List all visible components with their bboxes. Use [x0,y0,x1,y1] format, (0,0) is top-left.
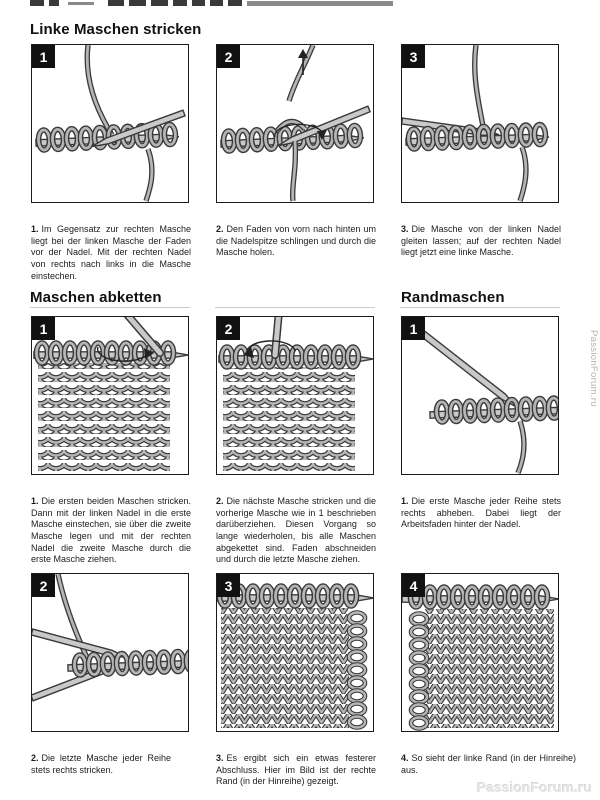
step-caption-text: So sieht der linke Rand (in der Hinreihe) aus. [401,753,576,775]
step-caption-text: Im Gegensatz zur rechten Masche liegt bei der linken Masche der Faden vor der Nadel. Mit der rechten Nadel von rechts nach links in die Masche einstechen. [31,224,191,281]
knitting-needles-illustration [402,317,558,474]
step-caption-number: 1. [31,224,39,234]
step-caption-number: 2. [216,224,224,234]
step-caption-number: 3. [401,224,409,234]
heading-rule [400,307,560,308]
panel-linke-maschen-3 [401,44,559,203]
step-caption-number: 3. [216,753,224,763]
step-caption-number: 1. [401,496,409,506]
panel-randmaschen-2 [31,573,189,732]
step-number-badge: 1 [402,317,425,340]
step-number-badge: 3 [217,574,240,597]
cut-off-text-strip [30,0,393,6]
panel-randmaschen-3 [216,573,374,732]
step-caption [401,224,561,259]
section-title-linke-maschen: Linke Maschen stricken [30,21,202,38]
step-caption-text: Die letzte Masche jeder Reihe stets rechts stricken. [31,753,171,775]
knitting-needles-illustration [32,574,188,731]
step-caption-number: 2. [216,496,224,506]
section-title-randmaschen: Randmaschen [401,289,505,306]
step-caption-number: 1. [31,496,39,506]
step-caption [216,753,376,788]
knitting-needles-illustration [402,45,558,202]
watermark-side: PassionForum.ru [588,330,599,407]
knitted-swatch-illustration [217,317,373,474]
step-caption [31,496,191,566]
knitting-needles-illustration [32,45,188,202]
step-number-badge: 4 [402,574,425,597]
step-caption [216,496,376,566]
step-number-badge: 1 [32,45,55,68]
knitted-swatch-illustration [32,317,188,474]
panel-abketten-1 [31,316,189,475]
panel-linke-maschen-1 [31,44,189,203]
step-caption-text: Die nächste Masche stricken und die vorherige Masche wie in 1 beschrieben darüberziehen. Diesen Vorgang so lange wiederholen, bis alle Maschen abgekettet sind. Faden abschneiden und durch die letzte Masche ziehen. [216,496,376,565]
step-number-badge: 3 [402,45,425,68]
panel-linke-maschen-2 [216,44,374,203]
step-caption-text: Den Faden von vorn nach hinten um die Nadelspitze schlingen und durch die Masche holen. [216,224,376,258]
knitting-needles-illustration [217,45,373,202]
step-number-badge: 2 [32,574,55,597]
panel-randmaschen-1 [401,316,559,475]
step-caption-text: Die Masche von der linken Nadel gleiten lassen; auf der rechten Nadel liegt jetzt eine linke Masche. [401,224,561,258]
knitted-swatch-illustration [402,574,558,731]
panel-randmaschen-4 [401,573,559,732]
watermark-bottom: PassionForum.ru [476,779,592,795]
step-caption [401,496,561,531]
step-caption-text: Es ergibt sich ein etwas festerer Abschluss. Hier im Bild ist der rechte Rand (in der Hinreihe) gezeigt. [216,753,376,787]
step-caption [401,753,576,776]
step-caption-text: Die erste Masche jeder Reihe stets rechts abheben. Dabei liegt der Arbeitsfaden hinter der Nadel. [401,496,561,530]
step-number-badge: 2 [217,317,240,340]
panel-abketten-2 [216,316,374,475]
step-caption [216,224,376,259]
step-number-badge: 2 [217,45,240,68]
step-caption [31,753,171,776]
knitted-swatch-illustration [217,574,373,731]
section-title-maschen-abketten: Maschen abketten [30,289,162,306]
step-caption-number: 4. [401,753,409,763]
step-caption [31,224,191,282]
heading-rule [215,307,375,308]
heading-rule [30,307,190,308]
step-caption-text: Die ersten beiden Maschen stricken. Dann mit der linken Nadel in die erste Masche einstechen, sie über die zweite Masche legen und mit der rechten Nadel die zweite Masche durch die erste Masche ziehen. [31,496,191,565]
step-number-badge: 1 [32,317,55,340]
step-caption-number: 2. [31,753,39,763]
